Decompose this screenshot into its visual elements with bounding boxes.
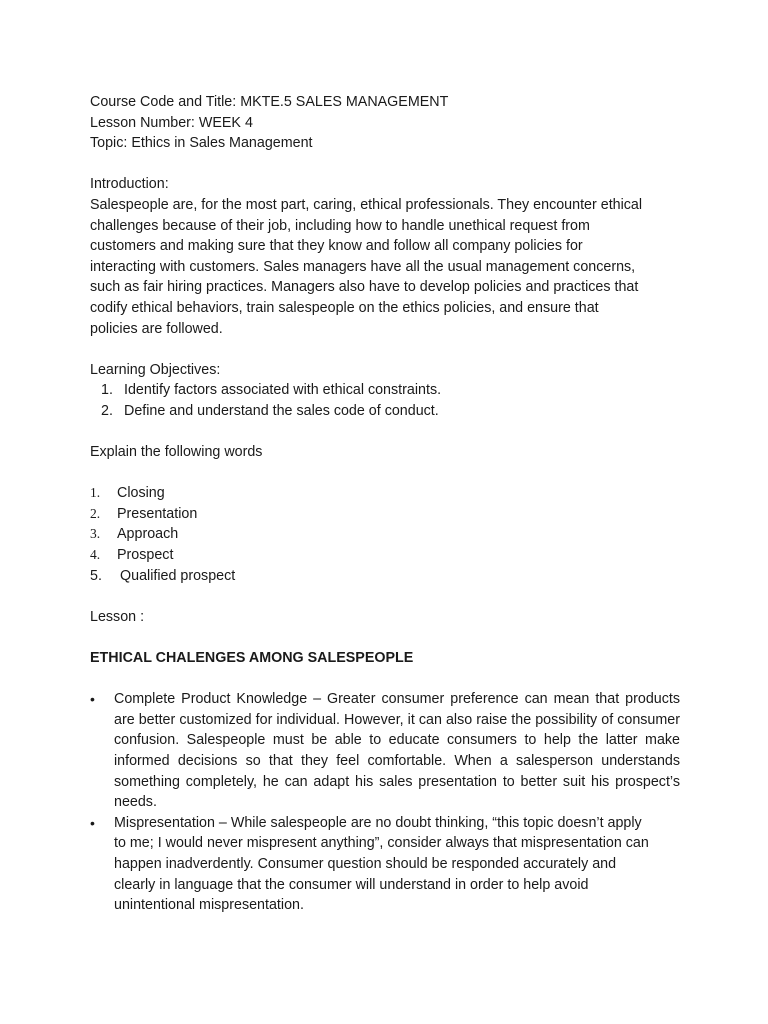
learning-objectives-list xyxy=(90,380,680,421)
word-text: Presentation xyxy=(117,505,198,522)
bullet-line: unintentional mispresentation. xyxy=(114,897,304,914)
bullet-text: Complete Product Knowledge – Greater consumer preference can mean that products are better customized for individual. However, it can also raise the possibility of consumer confusion. Salespeople must be able to educate consumers to help the latter make informed decisions so that they feel comfortable. When a salesperson understands something completely, he can adapt his sales presentation to better suit his prospect’s needs. xyxy=(114,691,680,811)
introduction-line: challenges because of their job, including how to handle unethical request from xyxy=(90,217,590,234)
list-item xyxy=(90,545,680,566)
words-list xyxy=(90,483,680,586)
lesson-number: Lesson Number: WEEK 4 xyxy=(90,114,253,131)
introduction-line: customers and making sure that they know and follow all company policies for xyxy=(90,238,583,255)
introduction-line: Salespeople are, for the most part, caring, ethical professionals. They encounter ethical xyxy=(90,196,643,213)
learning-objectives-label: Learning Objectives: xyxy=(90,361,221,378)
objective-text: Define and understand the sales code of conduct. xyxy=(124,402,439,419)
list-number: 1. xyxy=(90,485,101,501)
topic: Topic: Ethics in Sales Management xyxy=(90,135,313,152)
list-item xyxy=(90,813,680,916)
introduction-line: policies are followed. xyxy=(90,320,223,337)
introduction-line: interacting with customers. Sales managers have all the usual management concerns, xyxy=(90,258,636,275)
bullet-line: happen inadverdently. Consumer question should be responded accurately and xyxy=(114,855,617,872)
word-text: Closing xyxy=(117,485,165,502)
document-page xyxy=(90,92,680,916)
bullet-list xyxy=(90,689,680,916)
list-item xyxy=(90,504,680,525)
explain-words-label: Explain the following words xyxy=(90,444,263,461)
word-text: Prospect xyxy=(117,547,174,564)
list-number: 3. xyxy=(90,526,101,542)
objective-text: Identify factors associated with ethical constraints. xyxy=(124,382,442,399)
section-heading: ETHICAL CHALENGES AMONG SALESPEOPLE xyxy=(90,650,414,667)
list-item xyxy=(90,566,680,587)
list-number: 2. xyxy=(90,505,101,521)
introduction-line: codify ethical behaviors, train salespeople on the ethics policies, and ensure that xyxy=(90,299,599,316)
bullet-line: Mispresentation – While salespeople are no doubt thinking, “this topic doesn’t apply xyxy=(114,814,642,831)
list-number: 2. xyxy=(101,402,113,419)
introduction-paragraph xyxy=(90,195,680,339)
list-number: 1. xyxy=(101,382,113,399)
bullet-icon: • xyxy=(90,814,95,831)
bullet-icon: • xyxy=(90,691,95,708)
course-code-title: Course Code and Title: MKTE.5 SALES MANAGEMENT xyxy=(90,94,449,110)
introduction-label: Introduction: xyxy=(90,176,169,193)
list-item xyxy=(90,689,680,813)
list-item xyxy=(90,483,680,504)
lesson-label: Lesson : xyxy=(90,608,145,625)
bullet-line: to me; I would never mispresent anything”, consider always that mispresentation can xyxy=(114,835,649,852)
list-number: 5. xyxy=(90,567,102,584)
word-text: Approach xyxy=(117,526,179,543)
bullet-line: clearly in language that the consumer will understand in order to help avoid xyxy=(114,876,589,893)
list-item xyxy=(90,524,680,545)
list-number: 4. xyxy=(90,547,101,563)
list-item xyxy=(90,380,680,401)
list-item xyxy=(90,401,680,422)
word-text: Qualified prospect xyxy=(120,567,236,584)
introduction-line: such as fair hiring practices. Managers also have to develop policies and practices that xyxy=(90,279,639,296)
